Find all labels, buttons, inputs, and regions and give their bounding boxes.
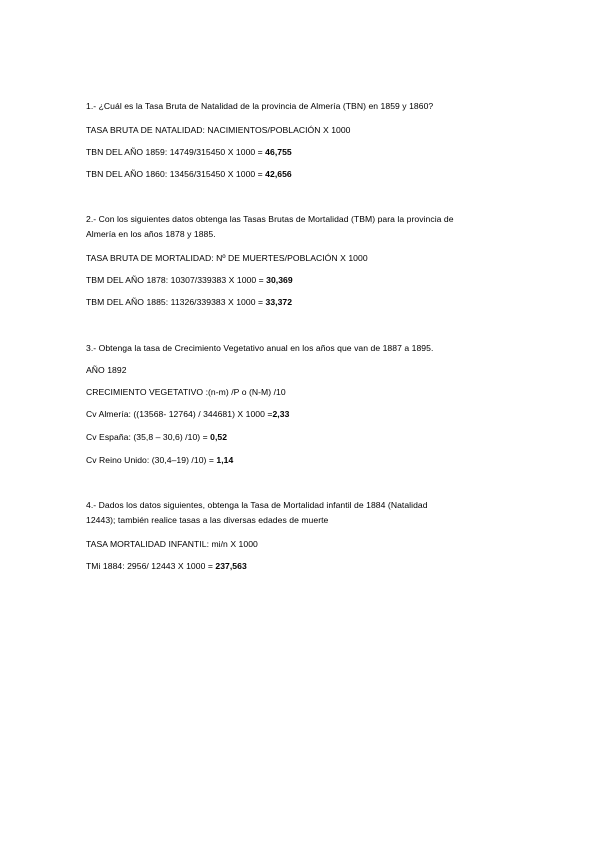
q3-cv-espana-text: Cv España: (35,8 – 30,6) /10) = [86, 432, 211, 442]
q1-tbn-1859 [86, 145, 292, 160]
q4-tmi-1884 [86, 559, 247, 574]
q1-tbn-1860 [86, 167, 292, 182]
q3-formula: CRECIMIENTO VEGETATIVO :(n-m) /P o (N-M) /10 [86, 387, 286, 397]
q3-cv-reino-unido [86, 453, 233, 468]
question-2-line-2: Almería en los años 1878 y 1885. [86, 229, 216, 239]
q1-tbn-1859-text: TBN DEL AÑO 1859: 14749/315450 X 1000 = [86, 147, 266, 157]
q4-tmi-1884-result: 237,563 [215, 561, 247, 571]
q2-tbm-1878-result: 30,369 [266, 275, 293, 285]
q3-cv-espana [86, 430, 227, 445]
question-3: 3.- Obtenga la tasa de Crecimiento Vegetativo anual en los años que van de 1887 a 1895. [86, 343, 434, 353]
q3-cv-reino-unido-result: 1,14 [216, 455, 234, 465]
q4-tmi-1884-text: TMi 1884: 2956/ 12443 X 1000 = [86, 561, 216, 571]
q1-tbn-1859-result: 46,755 [265, 147, 292, 157]
q3-cv-almeria-text: Cv Almería: ((13568- 12764) / 344681) X 1000 = [86, 409, 273, 419]
question-2-line-1: 2.- Con los siguientes datos obtenga las Tasas Brutas de Mortalidad (TBM) para la provincia de [86, 214, 454, 224]
q2-tbm-1878-text: TBM DEL AÑO 1878: 10307/339383 X 1000 = [86, 275, 267, 285]
question-1: 1.- ¿Cuál es la Tasa Bruta de Natalidad de la provincia de Almería (TBN) en 1859 y 1860? [86, 101, 434, 111]
q4-formula: TASA MORTALIDAD INFANTIL: mi/n X 1000 [86, 539, 258, 549]
q3-year: AÑO 1892 [86, 365, 127, 375]
q2-tbm-1878 [86, 273, 293, 288]
q2-tbm-1885 [86, 295, 292, 310]
question-4-line-1: 4.- Dados los datos siguientes, obtenga la Tasa de Mortalidad infantil de 1884 (Natalidad [86, 500, 428, 510]
q1-formula: TASA BRUTA DE NATALIDAD: NACIMIENTOS/POBLACIÓN X 1000 [86, 125, 351, 135]
q2-tbm-1885-text: TBM DEL AÑO 1885: 11326/339383 X 1000 = [86, 297, 266, 307]
q3-cv-almeria-result: 2,33 [272, 409, 290, 419]
q3-cv-almeria [86, 407, 289, 422]
q3-cv-espana-result: 0,52 [210, 432, 228, 442]
question-4-line-2: 12443); también realice tasas a las diversas edades de muerte [86, 515, 329, 525]
q1-tbn-1860-text: TBN DEL AÑO 1860: 13456/315450 X 1000 = [86, 169, 266, 179]
q3-cv-reino-unido-text: Cv Reino Unido: (30,4–19) /10) = [86, 455, 217, 465]
q2-formula: TASA BRUTA DE MORTALIDAD: Nº DE MUERTES/POBLACIÓN X 1000 [86, 253, 368, 263]
q1-tbn-1860-result: 42,656 [265, 169, 292, 179]
q2-tbm-1885-result: 33,372 [265, 297, 293, 307]
